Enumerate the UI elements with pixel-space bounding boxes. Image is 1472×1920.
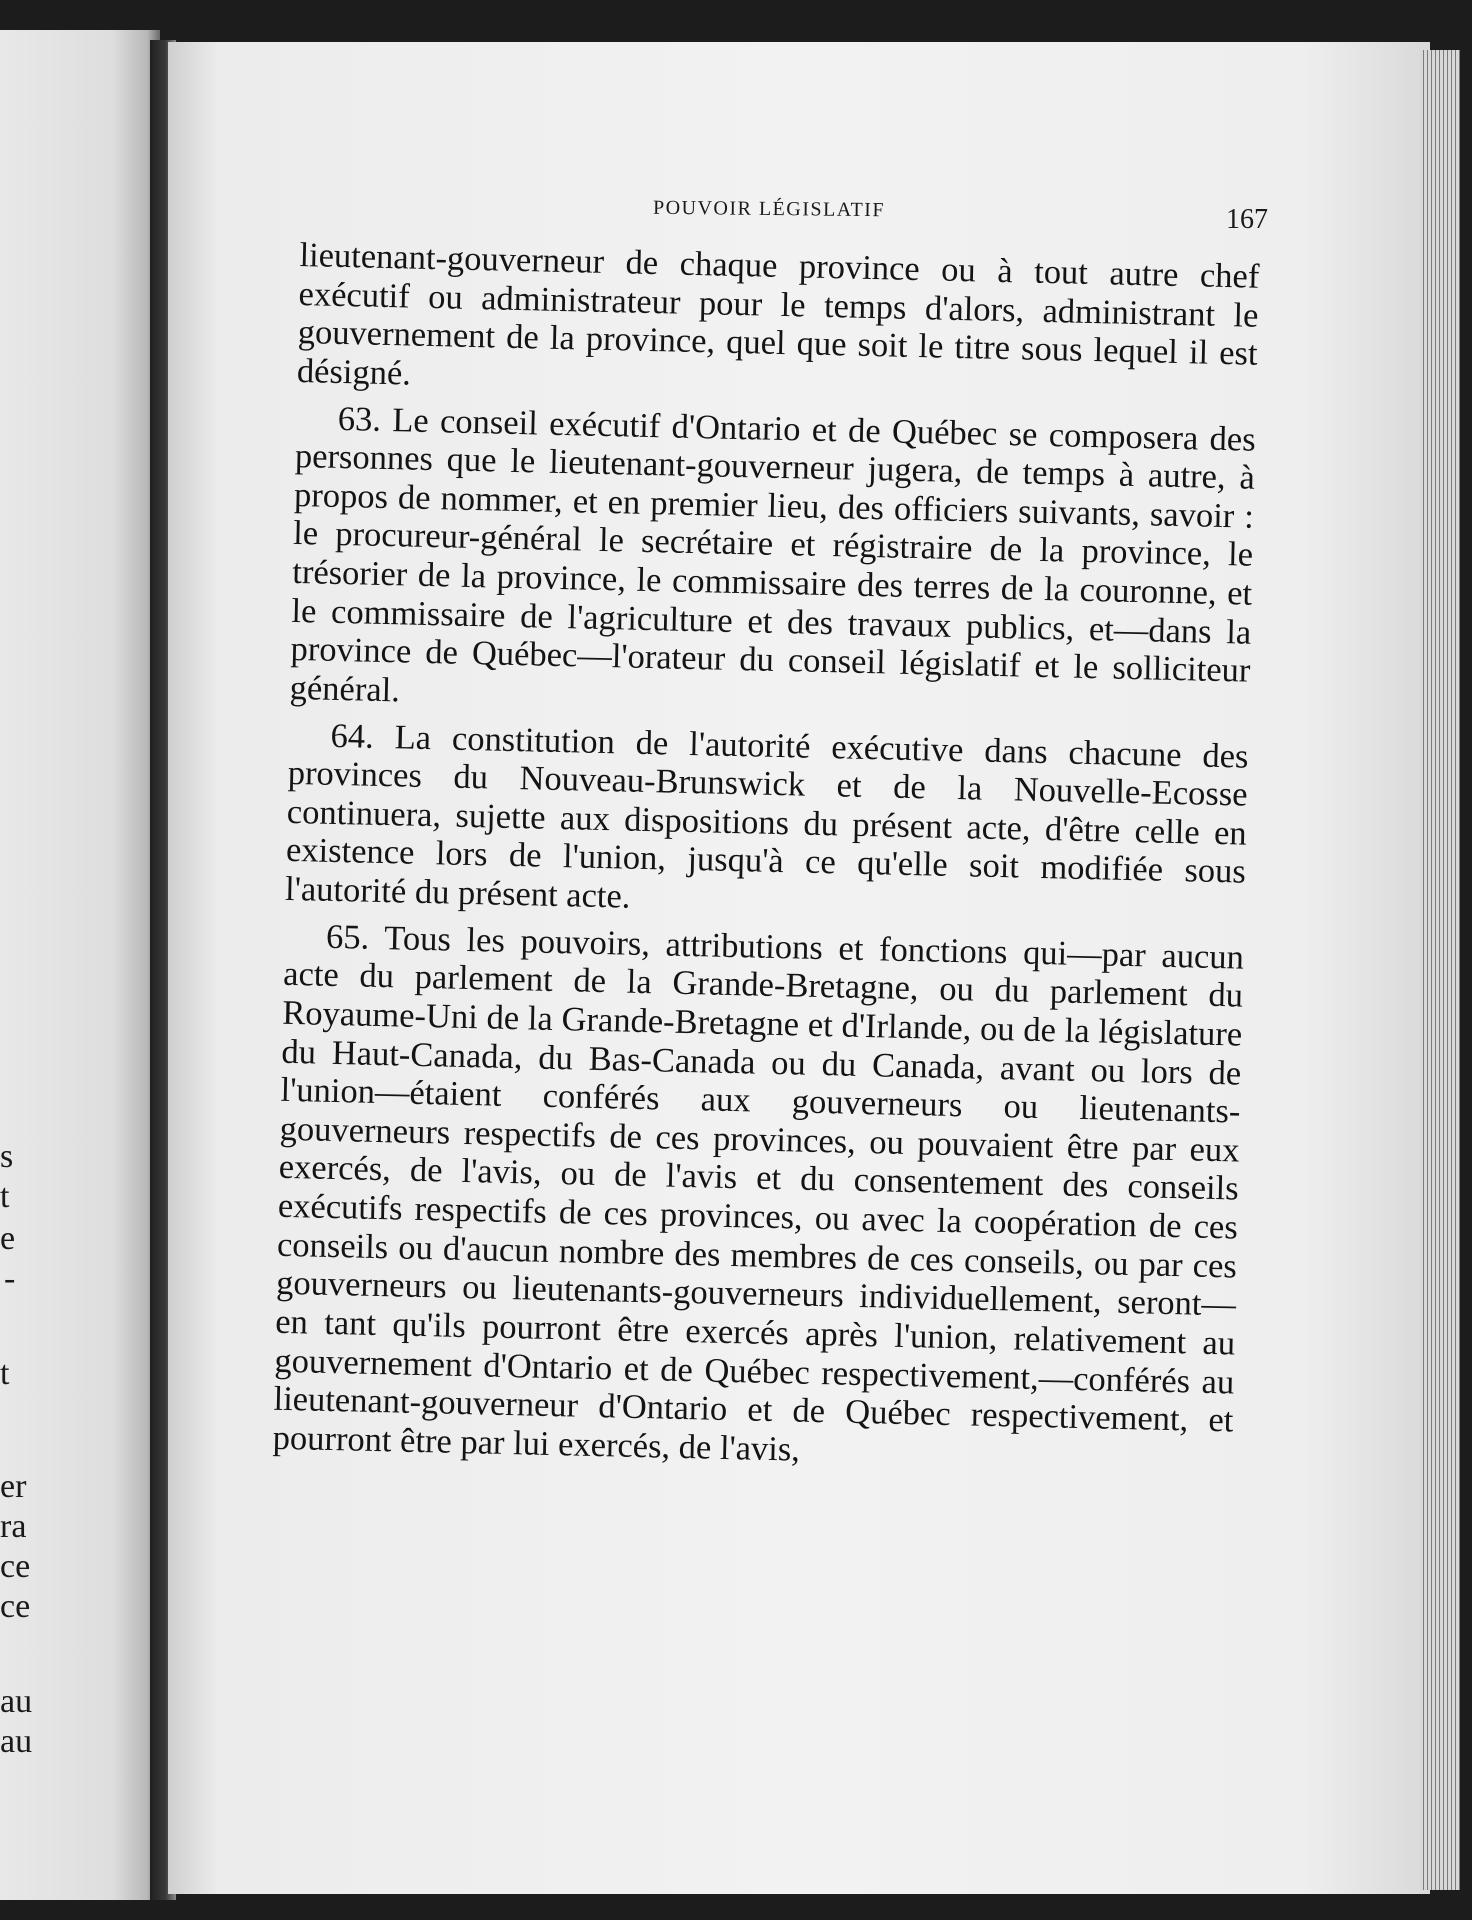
left-fragment: s <box>0 1138 14 1175</box>
body-text <box>272 236 1260 1487</box>
left-fragment: au <box>0 1683 33 1720</box>
left-fragment: e <box>0 1220 16 1257</box>
left-fragment: - <box>4 1260 16 1297</box>
page-number: 167 <box>1226 204 1268 235</box>
page-header <box>318 190 1268 240</box>
left-fragment: t <box>0 1355 10 1392</box>
left-fragment: er <box>0 1468 27 1505</box>
paragraph-article-63: 63. Le conseil exécutif d'Ontario et de Québec se composera des personnes que le lieutenant-gouverneur jugera, de temps à autre, à propos de nommer, et en premier lieu, des officiers suivants, savoir : le procureur-général le secrétaire et régistraire de la province, le trésorier de la province, le commissaire des terres de la couronne, et le commissaire de l'agriculture et des travaux publics, et—dans la province de Québec—l'orateur du conseil législatif et le solliciteur général. <box>289 399 1257 710</box>
left-fragment: au <box>0 1723 33 1760</box>
paragraph-article-64: 64. La constitution de l'autorité exécutive dans chacune des provinces du Nouveau-Brunswick et de la Nouvelle-Ecosse continuera, sujette aux dispositions du présent acte, d'être celle en existence lors de l'union, jusqu'à ce qu'elle soit modifiée sous l'autorité du présent acte. <box>284 716 1249 916</box>
running-title: POUVOIR LÉGISLATIF <box>652 196 886 222</box>
page-edges <box>1420 50 1460 1890</box>
left-fragment: ra <box>0 1508 27 1545</box>
left-fragment: ce <box>0 1548 31 1585</box>
left-fragment: t <box>0 1178 10 1215</box>
paragraph-continuation: lieutenant-gouverneur de chaque province ou à tout autre chef exécutif ou administrateur pour le temps d'alors, administrant le gouvernement de la province, quel que soit le titre sous lequel il est désigné. <box>296 236 1260 393</box>
left-fragment: ce <box>0 1588 31 1625</box>
left-page <box>0 30 160 1900</box>
left-page-fragments <box>0 30 160 1900</box>
paragraph-article-65: 65. Tous les pouvoirs, attributions et fonctions qui—par aucun acte du parlement de la Grande-Bretagne, ou du parlement du Royaume-Uni de la Grande-Bretagne et d'Irlande, ou de la législature du Haut-Canada, du Bas-Canada ou du Canada, avant ou lors de l'union—étaient conférés aux gouverneurs ou lieutenants-gouverneurs respectifs de ces provinces, ou pouvaient être par eux exercés, de l'avis, ou de l'avis et du consentement des conseils exécutifs respectifs de ces provinces, ou avec la coopération de ces conseils ou d'aucun nombre des membres de ces conseils, ou par ces gouverneurs ou lieutenants-gouverneurs individuellement, seront—en tant qu'ils pourront être exercés après l'union, relativement au gouvernement d'Ontario et de Québec respectivement,—conférés au lieutenant-gouverneur d'Ontario et de Québec respectivement, et pourront être par lui exercés, de l'avis, <box>272 917 1245 1469</box>
